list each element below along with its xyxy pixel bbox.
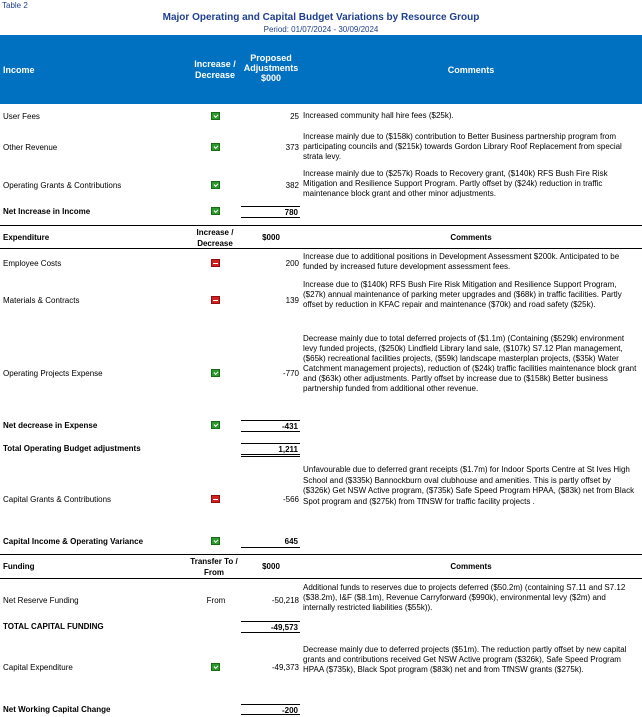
expenditure-header-title: Expenditure — [3, 233, 50, 242]
green-check-icon — [211, 369, 220, 377]
row-label: Net Working Capital Change — [3, 705, 111, 714]
red-minus-icon — [211, 296, 220, 304]
row-value: -566 — [282, 495, 299, 504]
row-value: -770 — [282, 369, 299, 378]
expenditure-header-amount: $000 — [262, 233, 280, 242]
green-check-icon — [211, 207, 220, 215]
row-value: -49,373 — [271, 663, 299, 672]
red-minus-icon — [211, 495, 220, 503]
total-operating-value: 1,211 — [241, 443, 300, 457]
table-label: Table 2 — [2, 1, 28, 10]
row-label: Capital Grants & Contributions — [3, 495, 112, 504]
row-label: User Fees — [3, 112, 40, 121]
row-comment: Increase mainly due to ($158k) contribution to Better Business partnership program from participating councils and ($215k) towards Gordon Library Roof Replacement from special strata levy. — [303, 132, 622, 161]
income-header-direction: Increase / Decrease — [194, 59, 236, 80]
row-value: 382 — [285, 181, 299, 190]
total-capital-funding-value: -49,573 — [241, 621, 300, 633]
net-income-value: 780 — [241, 206, 300, 218]
row-label: Capital Income & Operating Variance — [3, 537, 144, 546]
income-header — [0, 35, 642, 104]
net-working-capital-value: -200 — [241, 704, 300, 715]
green-check-icon — [211, 143, 220, 151]
report-period: Period: 01/07/2024 - 30/09/2024 — [263, 25, 379, 34]
transfer-direction: From — [206, 596, 226, 605]
row-comment: Unfavourable due to deferred grant receipts ($1.7m) for Indoor Sports Centre at St Ives High School and ($335k) Bannockburn oval clubhouse and amenities. This is partly offset by ($326k) Get NSW Active program, ($735k) Safe Speed Program HPAA, ($83k) net from Black Spot program and ($275k) from TfNSW for traffic facility projects . — [303, 465, 635, 506]
row-comment: Increase mainly due to ($257k) Roads to Recovery grant, ($140k) RFS Bush Fire Risk Mitigation and Resilience Support Program. Partly offset by ($24k) reduction in traffic maintenance block grant and other minor adjustments. — [303, 169, 608, 198]
row-value: 200 — [285, 259, 299, 268]
funding-header-comments: Comments — [450, 562, 492, 571]
row-label: Net Reserve Funding — [3, 596, 79, 605]
row-label: Net decrease in Expense — [3, 421, 98, 430]
funding-header — [0, 554, 642, 579]
capital-income-value: 645 — [241, 536, 300, 548]
green-check-icon — [211, 112, 220, 120]
income-header-amount: Proposed Adjustments $000 — [243, 53, 299, 83]
row-label: Operating Grants & Contributions — [3, 181, 122, 190]
income-header-comments: Comments — [447, 65, 495, 75]
expenditure-header-direction: Increase / Decrease — [196, 228, 234, 248]
row-label: Materials & Contracts — [3, 296, 80, 305]
row-value: 139 — [285, 296, 299, 305]
row-label: Total Operating Budget adjustments — [3, 444, 141, 453]
income-header-title: Income — [3, 65, 35, 75]
row-label: Net Increase in Income — [3, 207, 91, 216]
row-comment: Additional funds to reserves due to projects deferred ($50.2m) (containing S7.11 and S7.12 ($38.2m), I&F ($8.1m), Revenue Carryforward ($990k), environmental levy ($2m) and internally restricted liabilities ($55k)). — [303, 583, 626, 612]
row-comment: Increased community hall hire fees ($25k). — [303, 111, 454, 120]
row-label: TOTAL CAPITAL FUNDING — [3, 622, 104, 631]
funding-header-amount: $000 — [262, 562, 280, 571]
expenditure-header-comments: Comments — [450, 233, 492, 242]
row-label: Other Revenue — [3, 143, 58, 152]
report-title: Major Operating and Capital Budget Variations by Resource Group — [162, 12, 480, 23]
net-expense-value: -431 — [241, 420, 300, 432]
red-minus-icon — [211, 259, 220, 267]
row-comment: Decrease mainly due to total deferred projects of ($1.1m) (Containing ($529k) environment levy funded projects, ($250k) Lindfield Library land sale, ($107k) S7.12 Plan management, ($65k) recreational facilities projects, ($59k) landscape masterplan projects, ($35k) Water Catchment management projects), reduction of ($24k) traffic facilities maintenance block grant and ($63k) other adjustments. Partly offset by increase due to ($158k) Better business partnership funded from additional other revenue. — [303, 334, 637, 393]
green-check-icon — [211, 181, 220, 189]
row-value: 373 — [285, 143, 299, 152]
row-value: -50,218 — [271, 596, 299, 605]
row-label: Operating Projects Expense — [3, 369, 103, 378]
green-check-icon — [211, 537, 220, 545]
row-comment: Increase due to ($140k) RFS Bush Fire Risk Mitigation and Resilience Support Program, ($27k) annual maintenance of parking meter upgrades and ($68k) in traffic facilities. Partly offset by reduction in KFAC repair and maintenance ($70k) and road safety ($25k). — [303, 280, 622, 309]
green-check-icon — [211, 421, 220, 429]
row-label: Capital Expenditure — [3, 663, 73, 672]
row-label: Employee Costs — [3, 259, 62, 268]
green-check-icon — [211, 663, 220, 671]
funding-header-title: Funding — [3, 562, 35, 571]
expenditure-header — [0, 225, 642, 249]
row-comment: Increase due to additional positions in Development Assessment $200k. Anticipated to be funded by increased future development assessment fees. — [303, 252, 620, 271]
funding-header-transfer: Transfer To / From — [190, 557, 238, 577]
row-comment: Decrease mainly due to deferred projects ($51m). The reduction partly offset by new capital grants and contributions received Get NSW Active program ($326k), Safe Speed Program HPAA ($735k), Black Spot program ($83k) net and from TfNSW grants ($275k). — [303, 645, 627, 674]
row-value: 25 — [290, 112, 299, 121]
